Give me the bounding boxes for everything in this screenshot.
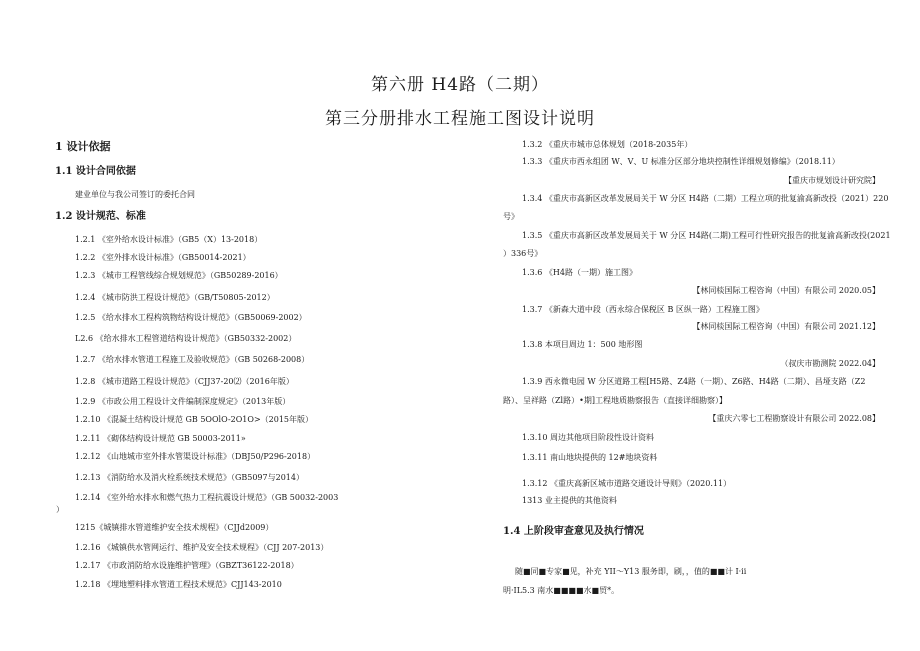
document-line: 【林同棪国际工程咨询（中国）有限公司 2020.05】 <box>692 286 880 295</box>
document-line: 1.2.1 《室外给水设计标准》（GB5（X）13-2018） <box>75 235 263 244</box>
document-line: 1.2.10 《混凝土结构设计规范 GB 5OOlO-2O1O>（2015年版） <box>75 415 314 424</box>
section-heading: 1 设计依据 <box>55 140 111 153</box>
document-line: 1.3.2 《重庆市城市总体规划（2018-2035年） <box>522 140 693 149</box>
document-line: 建业单位与我公司签订的委托合同 <box>75 190 195 199</box>
document-line: 1.3.3 《重庆市西永组团 W、V、U 标准分区部分地块控制性详细规划修编》（2018.11） <box>522 157 840 166</box>
document-line: 1.3.11 南山地块提供的 12#地块资料 <box>522 453 658 462</box>
document-line: 1215《城镇排水管道维护安全技术规程》（CJJd2009） <box>75 523 274 532</box>
document-line: 1.2.11 《砌体结构设计规范 GB 50003-2011» <box>75 434 246 443</box>
document-line: 1.3.9 西永微电园 W 分区道路工程[H5路、Z4路（一期）、Z6路、H4路（二期）、昌垭支路（Z2 <box>522 377 866 386</box>
document-line: 1.2.7 《给水排水管道工程施工及验收规范》（GB 50268-2008） <box>75 355 310 364</box>
document-line: 路）、呈祥路（Zl路）•期]工程地质勘察报告（直接详细勘察）】 <box>503 396 727 405</box>
document-line: 1.3.4 《重庆市高新区改革发展局关于 W 分区 H4路（二期）工程立项的批复渝高新改投（2021）220 <box>522 194 889 203</box>
document-subtitle: 第三分册排水工程施工图设计说明 <box>325 109 595 129</box>
document-line: 1.2.17 《市政消防给水设施维护管理》（GBZT36122-2018） <box>75 561 299 570</box>
document-line: 【重庆市规划设计研究院】 <box>784 176 880 185</box>
document-line: 1313 业主提供的其他资料 <box>522 496 617 505</box>
section-heading: 1.2 设计规范、标准 <box>55 211 146 222</box>
document-line: 1.3.6 《H4路（一期）施工图》 <box>522 268 637 277</box>
section-heading: 1.1 设计合同依据 <box>55 166 136 177</box>
document-line: 1.3.5 《重庆市高新区改革发展局关于 W 分区 H4路(二期)工程可行性研究报告的批复渝高新改投(2021 <box>522 231 891 240</box>
document-line: 1.2.5 《给水排水工程构筑物结构设计规范》（GB50069-2002） <box>75 313 307 322</box>
document-line: 明·IL5.3 南水■■■■水■贸*。 <box>503 586 620 595</box>
document-line: 1.3.10 周边其他项目阶段性设计资料 <box>522 433 654 442</box>
document-line: 【林同棪国际工程咨询（中国）有限公司 2021.12】 <box>692 322 880 331</box>
document-line: 号》 <box>503 212 519 221</box>
document-line: 随■同■专家■见，补充 YII～Y13 服务即，刷，，值的■■计 I·ii <box>515 567 747 576</box>
document-line: 1.3.7 《新森大道中段（西永综合保税区 B 区纵一路）工程施工图》 <box>522 305 764 314</box>
document-line: 1.2.14 《室外给水排水和燃气热力工程抗震设计规范》（GB 50032-2003 <box>75 493 339 502</box>
document-line: L2.6 《给水排水工程管道结构设计规范》（GB50332-2002） <box>75 334 297 343</box>
document-line: 1.2.9 《市政公用工程设计文件编制深度规定》（2013年版） <box>75 397 291 406</box>
document-title: 第六册 H4路（二期） <box>370 75 550 95</box>
document-line: ） <box>56 505 64 514</box>
document-line: ）336号》 <box>503 249 543 258</box>
document-line: （叔庆市勘测院 2022.04】 <box>780 359 880 368</box>
document-line: 1.3.12 《重庆高新区城市道路交通设计导则》（2020.11） <box>522 479 732 488</box>
document-line: 1.2.18 《埋地塑料排水管道工程技术规范》CJJ143-2010 <box>75 580 282 589</box>
document-line: 1.2.8 《城市道路工程设计规范》（CJJ37-20⑵（2016年版） <box>75 377 294 386</box>
document-line: 1.2.12 《山地城市室外排水管渠设计标准》（DBJ50/P296-2018） <box>75 452 316 461</box>
document-line: 【重庆六零七工程勘察设计有限公司 2022.08】 <box>708 414 880 423</box>
document-line: 1.2.16 《城镇供水管网运行、维护及安全技术规程》（CJJ 207-2013） <box>75 543 329 552</box>
document-line: 1.2.3 《城市工程管线综合规划规范》（GB50289-2016） <box>75 271 283 280</box>
document-line: 1.2.2 《室外排水设计标准》（GB50014-2021） <box>75 253 251 262</box>
section-heading: 1.4 上阶段审查意见及执行情况 <box>503 526 644 537</box>
document-line: 1.2.4 《城市防洪工程设计规范》（GB/T50805-2012） <box>75 293 275 302</box>
document-line: 1.3.8 本项目周边 1：500 地形图 <box>522 340 643 349</box>
document-line: 1.2.13 《消防给水及消火栓系统技术规范》（GB5097与2014） <box>75 473 304 482</box>
